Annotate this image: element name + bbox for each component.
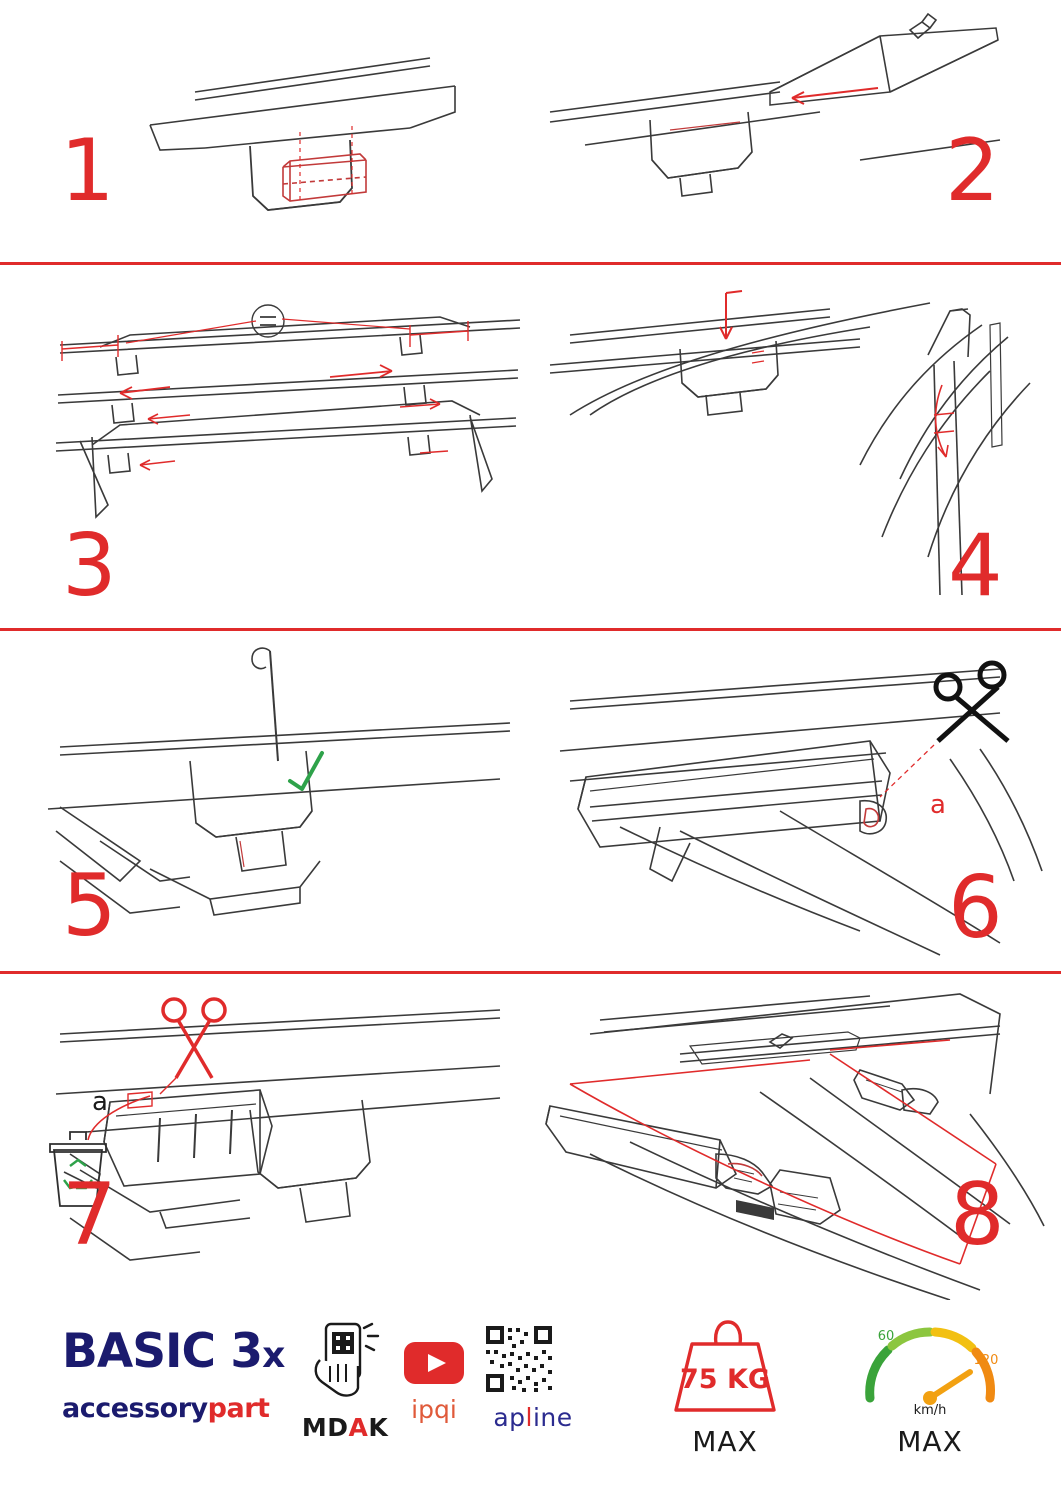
apline-logo-cell [478,1322,588,1432]
step-number-2: 2 [945,121,1000,221]
footer-bar [0,1300,1061,1500]
step-panel-4 [530,265,1061,628]
mdak-logo-cell [300,1320,390,1442]
svg-text:120: 120 [973,1353,999,1368]
product-title-main: BASIC 3 [62,1324,263,1379]
label-a-step6: a [930,790,946,820]
apline-accent: l [525,1403,533,1432]
svg-text:km/h: km/h [913,1403,947,1418]
brand-name-first: accessory [62,1393,208,1424]
step-number-1: 1 [60,121,115,221]
mdak-text-before: MD [301,1413,349,1442]
step-panel-1 [0,0,530,262]
product-title-suffix: x [262,1335,285,1376]
product-title [62,1324,292,1379]
max-speed-cell [840,1310,1020,1458]
step-number-8: 8 [950,1165,1005,1265]
max-load-value: 75 KG [679,1364,771,1395]
step-panel-6 [530,631,1061,971]
mdak-text-after: K [368,1413,389,1442]
ipqi-logo-cell [392,1334,476,1424]
max-speed-caption: MAX [897,1425,963,1458]
speedometer-icon [840,1310,1020,1420]
step-number-4: 4 [948,516,1003,616]
label-a-step7: a [92,1087,108,1117]
step-number-7: 7 [62,1165,117,1265]
brand-name-second: part [207,1393,270,1424]
max-load-caption: MAX [692,1425,758,1458]
youtube-icon[interactable] [392,1334,476,1390]
apline-text-before: ap [493,1403,526,1432]
svg-text:60: 60 [877,1329,895,1344]
brand-name [62,1395,292,1422]
apline-text-after: ine [532,1403,573,1432]
weight-icon [640,1310,810,1420]
step-number-5: 5 [62,856,117,956]
apline-label [478,1403,588,1432]
step-number-3: 3 [62,516,117,616]
brand-block [62,1324,292,1424]
mdak-label [300,1413,390,1442]
ipqi-label: ipqi [411,1395,457,1424]
step-panel-3 [0,265,530,628]
step-panel-2 [530,0,1061,262]
step-number-6: 6 [948,858,1003,958]
step-panel-5 [0,631,530,971]
qr-scan-phone-icon [300,1320,390,1408]
max-load-cell [640,1310,810,1458]
step-panel-8 [530,974,1061,1300]
step-panel-7 [0,974,530,1300]
qr-code-icon[interactable] [478,1322,588,1396]
mdak-accent: A [348,1413,369,1442]
